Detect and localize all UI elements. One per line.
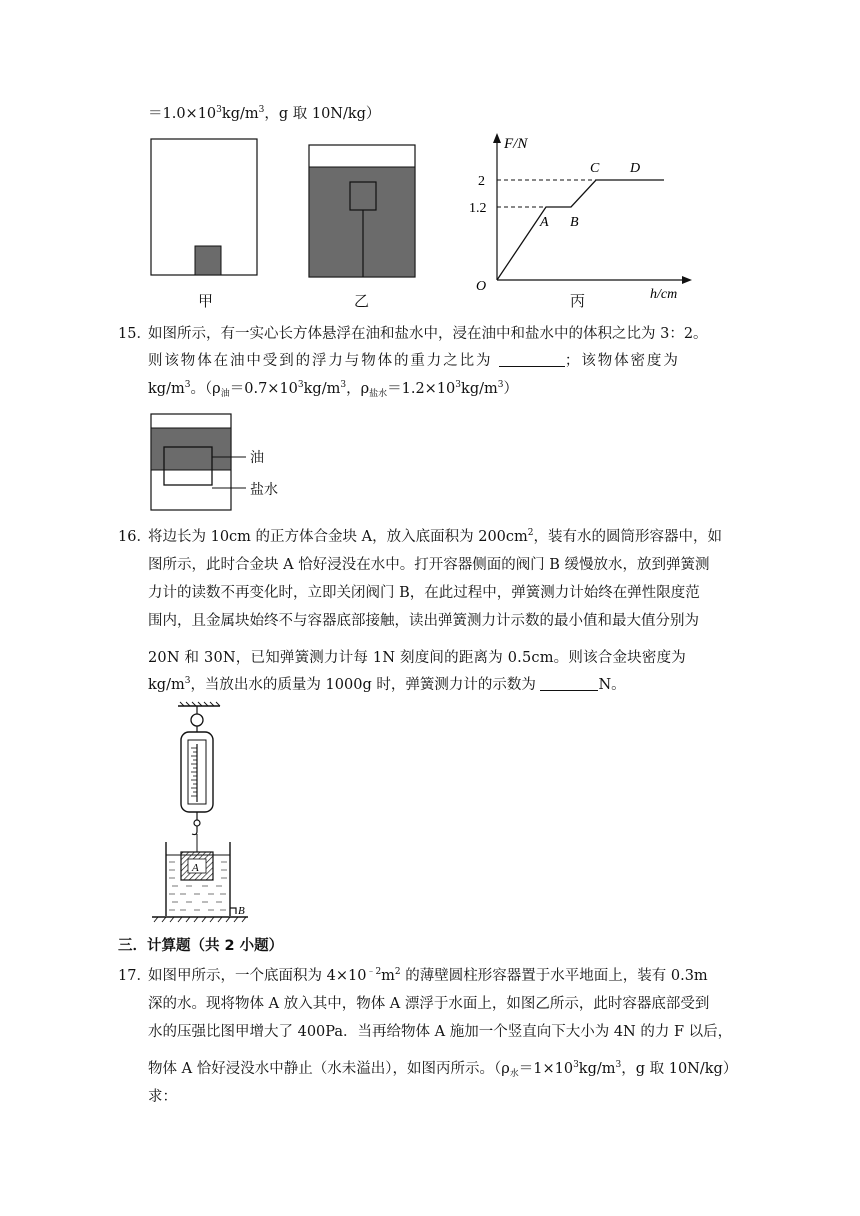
valve-b-label: B [238,905,245,917]
section-3-heading: 三．计算题（共 2 小题） [118,938,284,954]
figure-yi [306,142,418,280]
figure-bing-graph [466,130,698,302]
hook [192,826,197,835]
q15-line-1: 如图所示，有一实心长方体悬浮在油和盐水中，浸在油中和盐水中的体积之比为 3：2。 [148,326,708,342]
q15-blank-1[interactable] [499,352,565,367]
q16-number: 16． [118,529,151,545]
hanging-ring [191,714,203,726]
q17-line-4: 物体 A 恰好浸没水中静止（水未溢出），如图丙所示。（$\rho_水=1\times 10^3kg/m^3$，g 取 10N/kg） [148,1060,738,1079]
caption-bing: 丙 [570,292,586,310]
q16-line-2: 图所示，此时合金块 A 恰好浸没在水中。打开容器侧面的阀门 B 缓慢放水，放到弹簧测 [148,557,710,573]
block-yi [350,182,376,210]
q15-line-3: $kg/m^3$。（$\rho_油=0.7\times 10^3kg/m^3$，$\rho_{盐水}=1.2\times 10^3kg/m^3$） [148,380,518,399]
top-line: $=1.0\times 10^3kg/m^3$，g 取 10N/kg） [148,105,381,122]
figure-jia [148,136,260,278]
q16-line-4: 围内，且金属块始终不与容器底部接触，读出弹簧测力计示数的最小值和最大值分别为 [148,613,699,629]
origin-label: O [476,279,487,294]
q16-blank-2[interactable] [540,676,598,691]
q17-line-5: 求： [148,1089,177,1105]
q15-number: 15． [118,326,151,342]
block-jia [195,246,221,275]
label-oil: 油 [250,450,264,466]
q16-line-1: 将边长为 10cm 的正方体合金块 A，放入底面积为 $200cm^2$，装有水的圆筒形容器中，如 [148,528,723,545]
caption-yi: 乙 [354,292,370,310]
q17-line-3: 水的压强比图甲增大了 400Pa．当再给物体 A 施加一个竖直向下大小为 4N 的力 F 以后， [148,1024,733,1040]
valve-b [230,908,236,914]
y-axis-arrow [493,133,501,143]
force-curve [497,180,664,280]
block-a-label: A [192,862,199,874]
q15-line-2: 则该物体在油中受到的浮力与物体的重力之比为 ；该物体密度为 [148,353,680,369]
q16-line-3: 力计的读数不再变化时，立即关闭阀门 B，在此过程中，弹簧测力计始终在弹性限度范 [148,585,700,601]
q17-line-2: 深的水。现将物体 A 放入其中，物体 A 漂浮于水面上，如图乙所示，此时容器底部受到 [148,996,710,1012]
y-axis-label: F/N [504,136,528,152]
tick-label-2: 2 [478,174,485,189]
x-axis-arrow [682,276,692,284]
q17-number: 17． [118,968,151,984]
point-label-b: B [570,215,579,230]
point-label-d: D [630,161,641,176]
point-label-c: C [590,161,600,176]
x-axis-label: h/cm [650,287,678,302]
q16-line-6: $kg/m^3$，当放出水的质量为 1000g 时，弹簧测力计的示数为 N。 [148,676,626,693]
label-brine: 盐水 [250,482,278,498]
caption-jia: 甲 [198,292,214,310]
oil-layer [151,428,231,470]
tick-label-1-2: 1.2 [469,201,487,216]
figure-q16 [148,700,256,926]
q17-line-1: 如图甲所示，一个底面积为 $4\times 10^{﹣2}m^2$ 的薄壁圆柱形容器置于水平地面上，装有 0.3m [148,967,708,984]
point-label-a: A [540,215,549,230]
q16-line-5: 20N 和 30N，已知弹簧测力计每 1N 刻度间的距离为 0.5cm。则该合金块密度为 [148,650,686,666]
